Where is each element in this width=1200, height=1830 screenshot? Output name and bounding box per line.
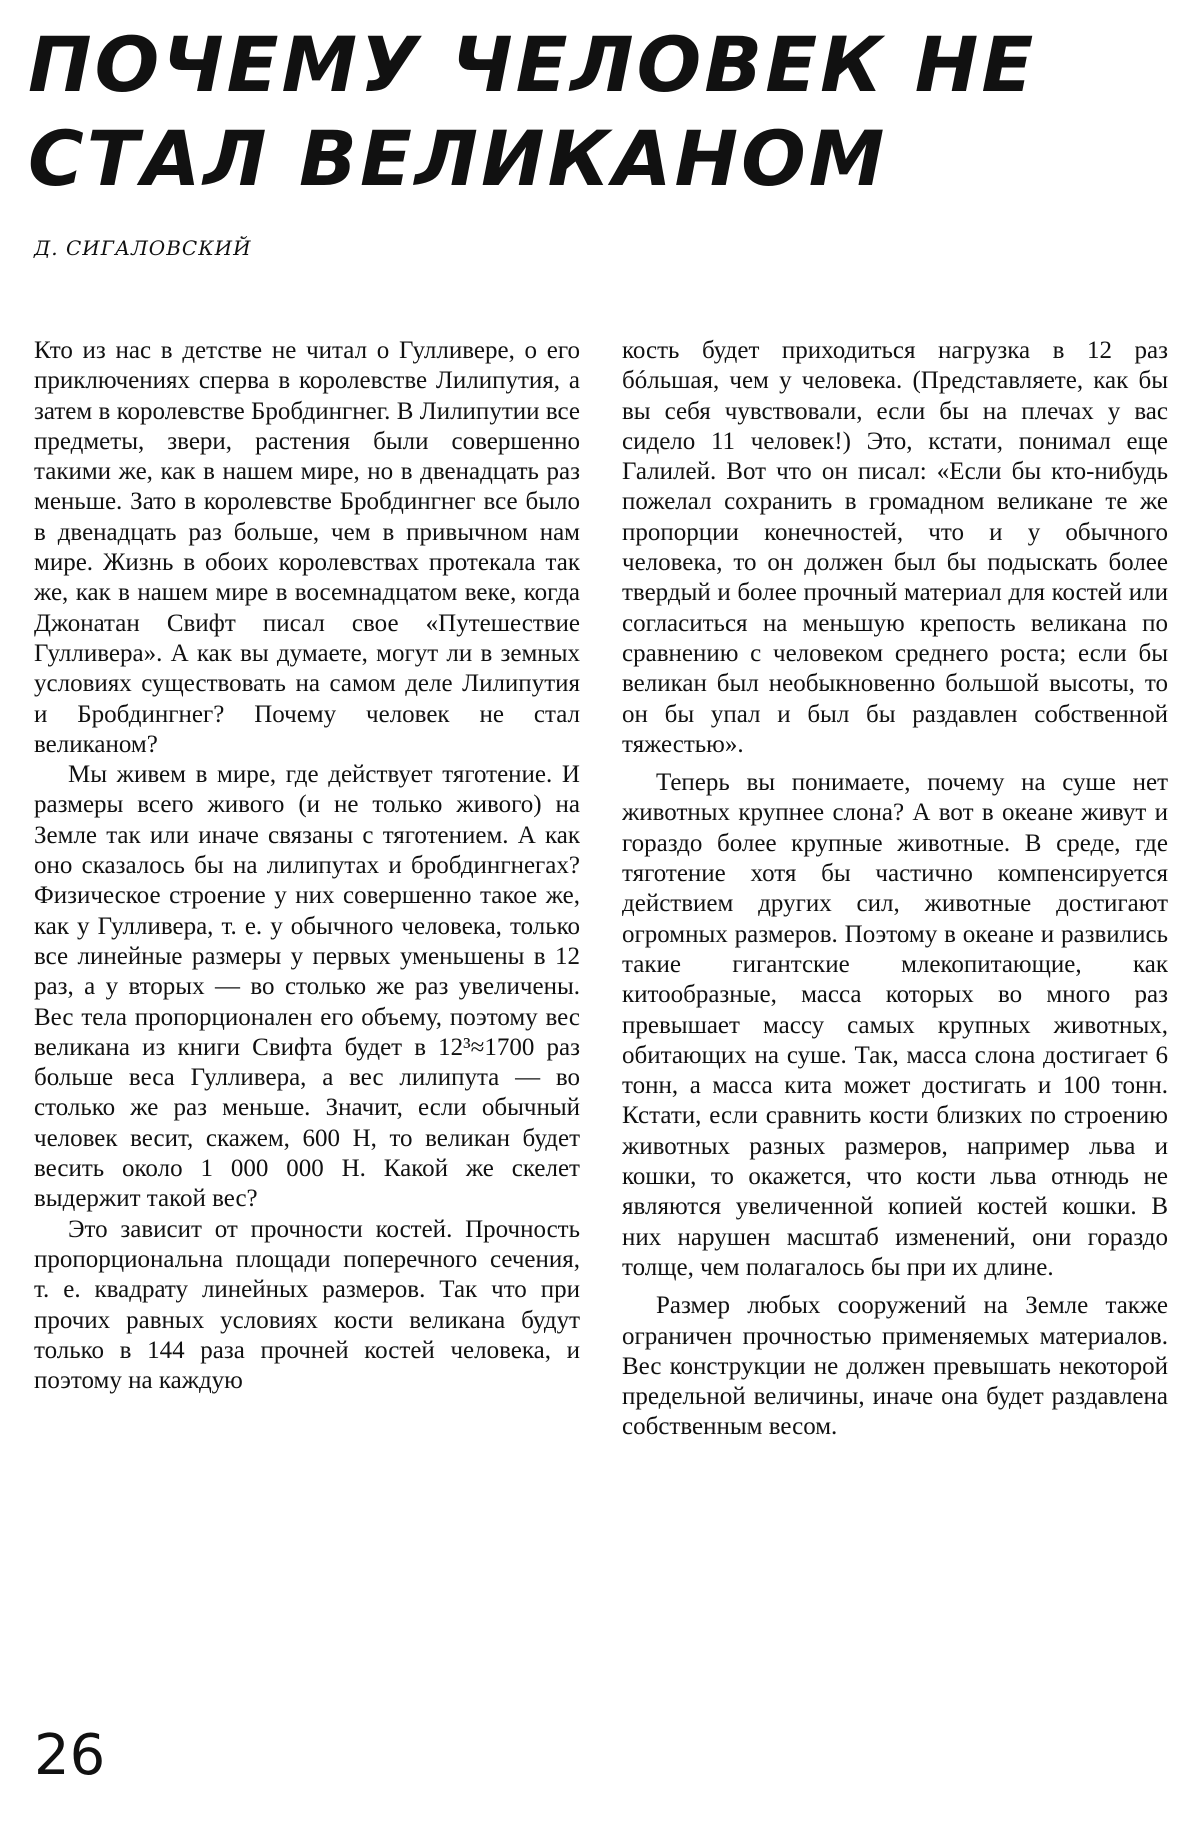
paragraph-bone-strength: Это зависит от прочности костей. Прочность пропорциональна площади поперечного сечения, т. е. квадрату линейных размеров. Так что при прочих равных условиях кости великана будут только в 144 раза прочней костей человека, и поэтому на каждую xyxy=(34,1215,580,1395)
paragraph-gravity: Мы живем в мире, где действует тяготение. И размеры всего живого (и не только живого) на Земле так или иначе связаны с тяготением. А как оно сказалось бы на лилипутах и бробдингнегах? Физическое строение у них совершенно такое же, как у Гулливера, т. е. у обычного человека, только все линейные размеры у первых уменьшены в 12 раз, а у вторых — во столько же раз увеличены. Вес тела пропорционален его объему, поэтому вес великана из книги Свифта будет в 12³≈1700 раз больше веса Гулливера, а вес лилипута — во столько же раз меньше. Значит, если обычный человек весит, скажем, 600 Н, то великан будет весить около 1 000 000 Н. Какой же скелет выдержит такой вес? xyxy=(34,761,580,1213)
paragraph-structures: Размер любых сооружений на Земле также ограничен прочностью применяемых материалов. Вес конструкции не должен превышать некоторой предельной величины, иначе она будет раздавлена собственным весом. xyxy=(622,1292,1168,1441)
right-column xyxy=(622,336,1168,1696)
paragraph-intro: Кто из нас в детстве не читал о Гулливере, о его приключениях сперва в королевстве Лилипутия, а затем в королевстве Бробдингнег. В Лилипутии все предметы, звери, растения были совершенно такими же, как в нашем мире, но в двенадцать раз меньше. Зато в королевстве Бробдингнег все было в двенадцать раз больше, чем в привычном нам мире. Жизнь в обоих королевствах протекала так же, как в нашем мире в восемнадцатом веке, когда Джонатан Свифт писал свое «Путешествие Гулливера». А как вы думаете, могут ли в земных условиях существовать на самом деле Лилипутия и Бробдингнег? Почему человек не стал великаном? xyxy=(34,337,580,758)
page-number: 26 xyxy=(34,1723,106,1788)
article-author: Д. СИГАЛОВСКИЙ xyxy=(34,236,252,260)
paragraph-ocean-animals: Теперь вы понимаете, почему на суше нет животных крупнее слона? А вот в океане живут и гораздо более крупные животные. В среде, где тяготение хотя бы частично компенсируется действием других сил, животные достигают огромных размеров. Поэтому в океане и развились такие гигантские млекопитающие, как китообразные, масса которых во много раз превышает массу самых крупных животных, обитающих на суше. Так, масса слона достигает 6 тонн, а масса кита может достигать и 100 тонн. Кстати, если сравнить кости близких по строению животных разных размеров, например льва и кошки, то окажется, что кости льва отнюдь не являются увеличенной копией костей кошки. В них нарушен масштаб изменений, они гораздо толще, чем полагалось бы при их длине. xyxy=(622,769,1168,1281)
left-column xyxy=(34,336,580,1696)
article-title: ПОЧЕМУ ЧЕЛОВЕК НЕ СТАЛ ВЕЛИКАНОМ xyxy=(28,20,1037,203)
paragraph-galileo: кость будет приходиться нагрузка в 12 раз бóльшая, чем у человека. (Представляете, как бы вы себя чувствовали, если бы на плечах у вас сидело 11 человек!) Это, кстати, понимал еще Галилей. Вот что он писал: «Если бы кто-нибудь пожелал сохранить в громадном великане те же пропорции конечностей, что и у обычного человека, то он должен был бы подыскать более твердый и более прочный материал для костей или согласиться на меньшую крепость великана по сравнению с человеком среднего роста; если бы великан был необыкновенно большой высоты, то он бы упал и был бы раздавлен собственной тяжестью». xyxy=(622,337,1168,758)
